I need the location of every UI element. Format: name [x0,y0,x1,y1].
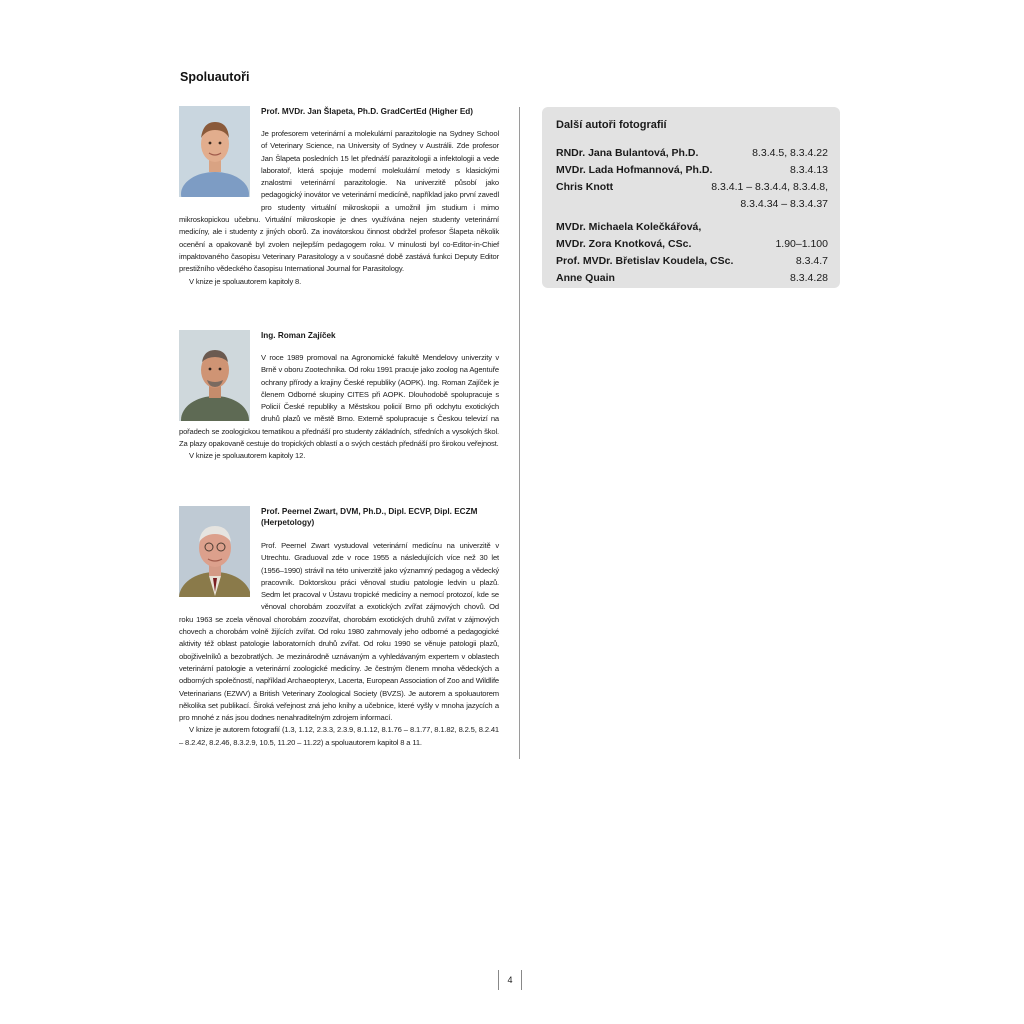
photo-credit-row [556,270,828,287]
bio-paragraph: V knize je autorem fotografií (1.3, 1.12, 2.3.3, 2.3.9, 8.1.12, 8.1.76 – 8.1.77, 8.1.82, 8.2.5, 8.2.41 – 8.2.42, 8.2.46, 8.3.2.9, 10.5, 11.20 – 11.22) a spoluautorem kapitol 8 a 11. [179,725,499,747]
credit-figures: 8.3.4.13 [790,164,828,176]
credit-author: Chris Knott [556,181,614,193]
photo-credits-list [556,145,828,287]
credit-figures: 8.3.4.28 [790,272,828,284]
credit-author: MVDr. Michaela Kolečkářová, [556,221,702,233]
author-name: Prof. Peernel Zwart, DVM, Ph.D., Dipl. ECVP, Dipl. ECZM (Herpetology) [261,507,478,527]
credit-figures: 1.90–1.100 [775,238,828,250]
credit-figures-line: 8.3.4.34 – 8.3.4.37 [740,198,828,210]
photo-credit-row [556,253,828,270]
credit-author: Prof. MVDr. Břetislav Koudela, CSc. [556,255,734,267]
credit-author: MVDr. Lada Hofmannová, Ph.D. [556,164,713,176]
page-number: 4 [498,970,522,990]
author-bio [179,128,499,288]
photo-credit-row [556,219,828,236]
bio-paragraph: Prof. Peernel Zwart vystudoval veterinární medicínu na univerzitě v Utrechtu. Graduoval zde v roce 1955 a následujících více než 30 let (1956–1990) strávil na této univerzitě jako významný pedagog a vědecký pracovník. Doktorskou práci věnoval studiu patologie ledvin u plazů. Sedm let pracoval v Ústavu tropické medicíny a nemocí protozoí, kde se věnoval chorobám zoozvířat a exotických zvířat zájmových chovů. Od roku 1963 se zcela věnoval chorobám zoozvířat, chorobám exotických druhů zvířat v zájmových chovech a chorobám volně žijících zvířat. Od roku 1980 zahrnovaly jeho odborné a pedagogické aktivity též oblast patologie laboratorních druhů zvířat. Od roku 1990 se věnuje patologii plazů, obojživelníků a bezobratlých. Je mezinárodně uznávaným a vyhledávaným expertem v oblastech veterinární patologie a veterinární zoologické medicíny. Je čestným členem mnoha vědeckých a odborných společností, například Archaeopteryx, Lacerta, European Association of Zoo and Wildlife Veterinarians (EZWV) a British Veterinary Zoological Society (BVZS). Je autorem a spoluautorem několika set publikací. Široká veřejnost zná jeho knihy a učebnice, které vyšly v mnoha jazycích a pro mnohé z nás jsou dodnes nenahraditelným zdrojem informací. [179,541,499,723]
credit-figures [711,179,828,213]
column-divider [519,107,520,759]
photo-credits-box [542,107,840,288]
author-name: Ing. Roman Zajíček [261,331,336,340]
credit-figures: 8.3.4.7 [795,255,828,267]
credit-author: MVDr. Zora Knotková, CSc. [556,238,692,250]
credit-author: RNDr. Jana Bulantová, Ph.D. [556,147,699,159]
credit-author: Anne Quain [556,272,615,284]
bio-paragraph: V knize je spoluautorem kapitoly 12. [189,451,306,461]
bio-paragraph: V knize je spoluautorem kapitoly 8. [189,276,302,286]
author-name: Prof. MVDr. Jan Šlapeta, Ph.D. GradCertEd (Higher Ed) [261,107,474,116]
photo-credit-row [556,145,828,162]
photo-credit-row [556,179,828,213]
bio-paragraph: V roce 1989 promoval na Agronomické fakultě Mendelovy univerzity v Brně v oboru Zootechnika. Od roku 1991 pracuje jako zoolog na Agentuře ochrany přírody a krajiny České republiky (AOPK). Ing. Roman Zajíček je členem Odborné skupiny CITES při AOPK. Dlouhodobě spolupracuje s Policií České republiky a Městskou policií Brno při odchytu exotických druhů plazů ve městě Brno. Externě spolupracuje s Českou televizí na pořadech se zoologickou tematikou a přednáší pro studenty základních, středních a vysokých škol. Za plazy opakovaně cestuje do tropických oblastí a o svých cestách přednáší pro širokou veřejnost. [179,353,499,449]
credit-figures-line: 8.3.4.1 – 8.3.4.4, 8.3.4.8, [711,181,828,193]
author-bio [179,352,499,463]
photo-credit-row [556,236,828,253]
bio-paragraph: Je profesorem veterinární a molekulární parazitologie na Sydney School of Veterinary Science, na University of Sydney v Austrálii. Zde profesor Jan Šlapeta posledních 15 let přednáší parazitologii a infektologii a vede laboratoř, která spojuje moderní molekulární metody s klasickými znalostmi veterinární parazitologie. Na univerzitě působí jako pedagogický inovátor ve veterinární medicíně, například jako první zavedl pro studenty virtuální mikroskopii a umožnil jim studium i mimo mikroskopickou učebnu. Virtuální mikroskopie je dnes využívána nejen studenty veterinární medicíny, ale i studenty z jiných oborů. Za inovátorskou činnost obdržel profesor Šlapeta několik ocenění a opakovaně byl zvolen nejlepším pedagogem roku. V minulosti byl co-Editor-in-Chief impaktovaného časopisu Veterinary Parasitology a v současné době zastává funkci Deputy Editor prestižního vědeckého časopisu International Journal for Parasitology. [179,129,499,274]
credit-figures: 8.3.4.5, 8.3.4.22 [752,147,828,159]
photo-credits-title: Další autoři fotografií [556,119,667,131]
section-title: Spoluautoři [180,70,250,84]
author-bio [179,540,499,749]
photo-credit-row [556,162,828,179]
